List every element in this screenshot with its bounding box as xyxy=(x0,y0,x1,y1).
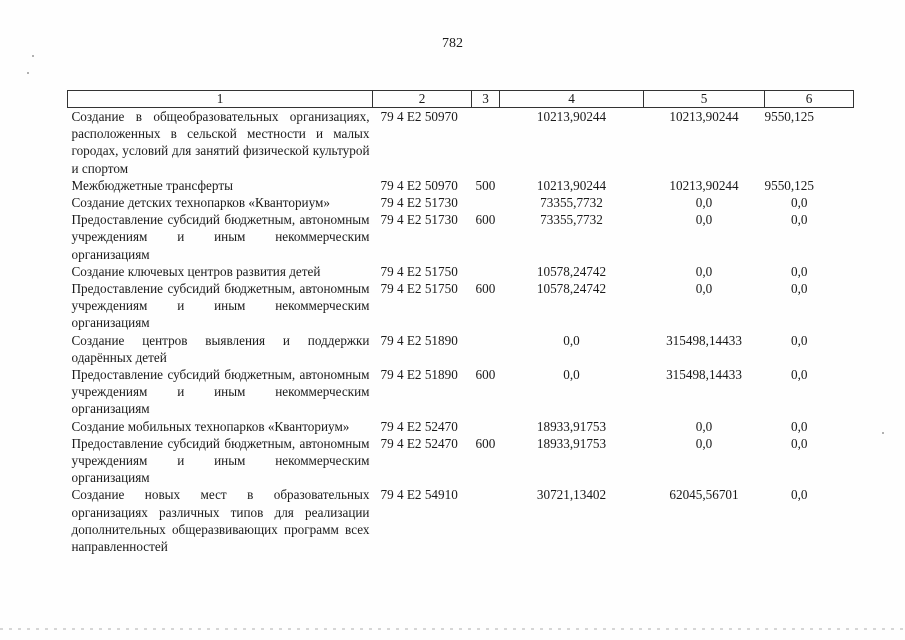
row-value-4: 73355,7732 xyxy=(540,212,603,228)
table-row xyxy=(68,418,854,435)
row-value-6: 9550,125 xyxy=(764,177,814,193)
row-type: 600 xyxy=(475,367,496,383)
row-code: 79 4 E2 51730 xyxy=(380,195,458,211)
row-code: 79 4 E2 51890 xyxy=(380,332,458,348)
row-code: 79 4 E2 52470 xyxy=(380,435,458,451)
column-header-4: 4 xyxy=(500,91,644,108)
column-header-2: 2 xyxy=(373,91,472,108)
row-value-5: 315498,14433 xyxy=(666,367,742,383)
column-header-3: 3 xyxy=(472,91,500,108)
table-row xyxy=(68,332,854,366)
row-value-4: 10578,24742 xyxy=(536,281,607,297)
budget-table xyxy=(67,90,854,555)
row-name: Межбюджетные трансферты xyxy=(71,177,233,193)
table-header-row xyxy=(68,91,854,108)
row-code: 79 4 E2 51750 xyxy=(380,263,458,279)
row-name: Предоставление субсидий бюджетным, автономным учреждениям и иным некоммерческим организациям xyxy=(71,367,370,417)
row-value-6: 0,0 xyxy=(791,435,808,451)
row-value-5: 0,0 xyxy=(695,195,713,211)
row-value-5: 10213,90244 xyxy=(669,177,739,193)
row-type: 500 xyxy=(475,177,496,193)
scan-speck xyxy=(882,432,884,434)
row-value-4: 30721,13402 xyxy=(536,487,607,503)
row-type xyxy=(472,486,500,555)
row-code: 79 4 E2 51730 xyxy=(380,212,458,228)
table-row xyxy=(68,435,854,487)
row-value-6: 0,0 xyxy=(791,281,808,297)
row-value-5: 0,0 xyxy=(695,212,713,228)
row-value-6: 0,0 xyxy=(791,487,808,503)
row-value-5: 10213,90244 xyxy=(669,109,739,124)
row-value-4: 10213,90244 xyxy=(536,109,607,124)
row-value-6: 0,0 xyxy=(791,332,808,348)
row-value-6: 9550,125 xyxy=(764,109,814,124)
row-value-4: 18933,91753 xyxy=(536,418,607,434)
scan-speck xyxy=(32,55,34,57)
row-value-6: 0,0 xyxy=(791,195,808,211)
scan-artifact-line xyxy=(0,628,905,630)
row-type xyxy=(472,332,500,366)
row-value-5: 0,0 xyxy=(695,281,713,297)
table-row xyxy=(68,366,854,418)
row-name: Создание центров выявления и поддержки одарённых детей xyxy=(71,332,370,365)
row-value-6: 0,0 xyxy=(791,418,808,434)
row-type: 600 xyxy=(475,435,496,451)
row-value-4: 73355,7732 xyxy=(540,195,603,211)
row-value-6: 0,0 xyxy=(791,212,808,228)
row-code: 79 4 E2 50970 xyxy=(380,109,458,124)
row-value-4: 10578,24742 xyxy=(536,263,607,279)
table-row xyxy=(68,211,854,263)
row-code: 79 4 E2 54910 xyxy=(380,487,458,503)
table-row xyxy=(68,177,854,194)
row-name: Предоставление субсидий бюджетным, автономным учреждениям и иным некоммерческим организациям xyxy=(71,435,370,486)
row-value-6: 0,0 xyxy=(791,263,808,279)
table-row xyxy=(68,263,854,280)
row-type xyxy=(472,418,500,435)
column-header-6: 6 xyxy=(765,91,854,108)
row-name: Создание новых мест в образовательных организациях различных типов для реализации дополнительных общеразвивающих программ всех направленностей xyxy=(71,487,370,555)
table-row xyxy=(68,194,854,211)
row-name: Создание ключевых центров развития детей xyxy=(71,263,321,279)
row-name: Создание мобильных технопарков «Кванториум» xyxy=(71,418,350,434)
row-type xyxy=(472,263,500,280)
row-type: 600 xyxy=(475,212,496,228)
row-type xyxy=(472,108,500,177)
row-type xyxy=(472,194,500,211)
row-name: Предоставление субсидий бюджетным, автономным учреждениям и иным некоммерческим организациям xyxy=(71,212,370,262)
row-name: Создание детских технопарков «Кванториум» xyxy=(71,195,330,211)
row-value-4: 18933,91753 xyxy=(536,435,607,451)
row-value-5: 315498,14433 xyxy=(666,332,742,348)
row-value-5: 0,0 xyxy=(695,435,713,451)
scan-speck xyxy=(27,72,29,74)
row-value-5: 62045,56701 xyxy=(669,487,739,503)
page-number: 782 xyxy=(442,36,463,51)
row-type: 600 xyxy=(475,281,496,297)
table-row xyxy=(68,486,854,555)
row-name: Создание в общеобразовательных организациях, расположенных в сельской местности и малых городах, условий для занятий физической культурой и спортом xyxy=(71,109,370,176)
row-value-4: 0,0 xyxy=(563,332,580,348)
row-code: 79 4 E2 52470 xyxy=(380,418,458,434)
row-code: 79 4 E2 51750 xyxy=(380,281,458,297)
row-value-6: 0,0 xyxy=(791,367,808,383)
table-row xyxy=(68,108,854,177)
row-code: 79 4 E2 51890 xyxy=(380,367,458,383)
row-code: 79 4 E2 50970 xyxy=(380,177,458,193)
row-name: Предоставление субсидий бюджетным, автономным учреждениям и иным некоммерческим организациям xyxy=(71,281,370,331)
column-header-5: 5 xyxy=(644,91,765,108)
row-value-4: 0,0 xyxy=(563,367,580,383)
row-value-4: 10213,90244 xyxy=(536,177,607,193)
column-header-1: 1 xyxy=(68,91,373,108)
row-value-5: 0,0 xyxy=(695,418,713,434)
row-value-5: 0,0 xyxy=(695,263,713,279)
table-row xyxy=(68,280,854,332)
